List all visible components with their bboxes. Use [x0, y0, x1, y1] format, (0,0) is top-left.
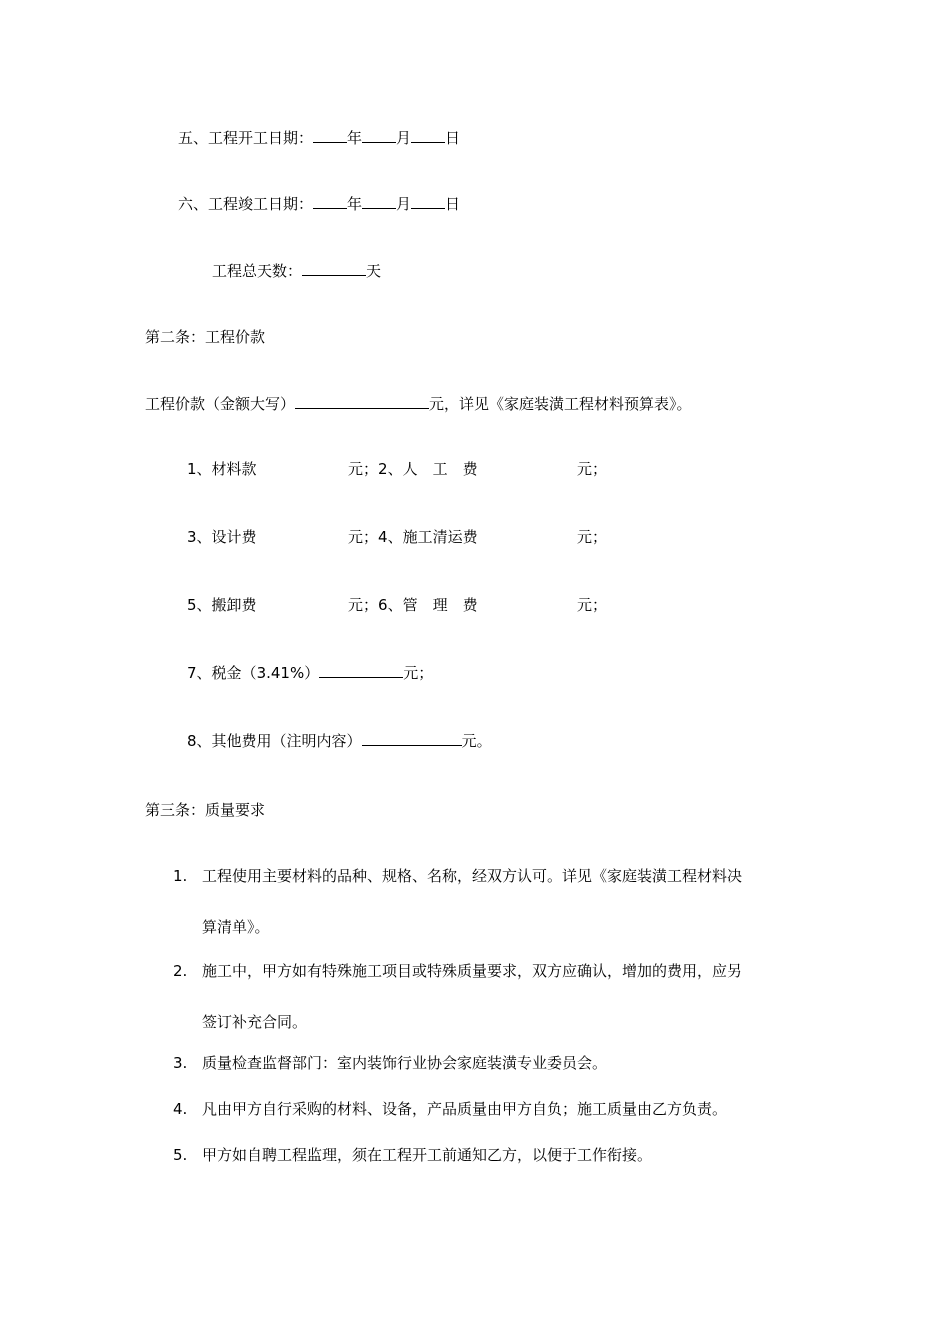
start-date-line — [178, 128, 460, 148]
fee-label: 、设计费 — [196, 528, 257, 546]
fee-unit-6: 元； — [577, 596, 608, 614]
other-label: 、其他费用（注明内容） — [196, 732, 362, 750]
end-date-label: 六、工程竣工日期： — [178, 195, 314, 213]
list-item-continuation: 算清单》。 — [202, 918, 270, 936]
other-num: 8 — [187, 732, 197, 750]
fee-num: 6 — [378, 596, 388, 614]
list-item: 施工中，甲方如有特殊施工项目或特殊质量要求，双方应确认，增加的费用，应另 — [202, 962, 743, 980]
year-text: 年 — [347, 129, 363, 147]
fee-label: 、搬卸费 — [196, 596, 257, 614]
tax-close: ） — [304, 664, 320, 682]
list-item-number: 5. — [173, 1146, 188, 1164]
other-unit: 元。 — [461, 732, 492, 750]
list-item-number: 2. — [173, 962, 188, 980]
list-item-continuation: 签订补充合同。 — [202, 1013, 308, 1031]
month-text: 月 — [396, 195, 412, 213]
fee-unit: 元； — [348, 460, 379, 478]
start-day-blank[interactable] — [411, 128, 445, 143]
days-unit: 天 — [366, 262, 382, 280]
fee-unit-5 — [348, 595, 478, 615]
fee-item-3 — [187, 527, 257, 547]
other-fee-line — [187, 731, 492, 751]
day-text: 日 — [445, 195, 461, 213]
tax-unit: 元； — [403, 664, 434, 682]
total-days-line — [212, 261, 381, 281]
list-item: 质量检查监督部门：室内装饰行业协会家庭装潢专业委员会。 — [202, 1054, 608, 1072]
fee-num: 1 — [187, 460, 197, 478]
end-day-blank[interactable] — [411, 194, 445, 209]
tax-num: 7 — [187, 664, 197, 682]
list-item: 工程使用主要材料的品种、规格、名称，经双方认可。详见《家庭装潢工程材料决 — [202, 867, 743, 885]
month-text: 月 — [396, 129, 412, 147]
start-year-blank[interactable] — [313, 128, 347, 143]
fee-num: 4 — [378, 528, 388, 546]
article2-heading: 第二条：工程价款 — [145, 328, 266, 346]
price-suffix: 元，详见《家庭装潢工程材料预算表》。 — [429, 395, 692, 413]
list-item: 凡由甲方自行采购的材料、设备，产品质量由甲方自负；施工质量由乙方负责。 — [202, 1100, 728, 1118]
fee-num: 5 — [187, 596, 197, 614]
start-month-blank[interactable] — [362, 128, 396, 143]
tax-blank[interactable] — [319, 663, 403, 678]
fee-num: 3 — [187, 528, 197, 546]
fee-unit-4: 元； — [577, 528, 608, 546]
end-month-blank[interactable] — [362, 194, 396, 209]
list-item-number: 1. — [173, 867, 188, 885]
fee-num: 2 — [378, 460, 388, 478]
price-line — [145, 394, 692, 414]
fee-item-5 — [187, 595, 257, 615]
year-text: 年 — [347, 195, 363, 213]
start-date-label: 五、工程开工日期： — [178, 129, 314, 147]
fee-label: 、施工清运费 — [387, 528, 478, 546]
tax-line — [187, 663, 433, 683]
tax-label: 、税金（ — [196, 664, 257, 682]
fee-item-1 — [187, 459, 257, 479]
end-year-blank[interactable] — [313, 194, 347, 209]
fee-label: 、人 工 费 — [387, 460, 478, 478]
fee-unit: 元； — [348, 528, 379, 546]
article3-heading: 第三条：质量要求 — [145, 801, 266, 819]
fee-unit-1 — [348, 459, 478, 479]
end-date-line — [178, 194, 460, 214]
day-text: 日 — [445, 129, 461, 147]
list-item-number: 4. — [173, 1100, 188, 1118]
price-prefix: 工程价款（金额大写） — [145, 395, 296, 413]
fee-unit: 元； — [348, 596, 379, 614]
fee-label: 、材料款 — [196, 460, 257, 478]
other-fee-blank[interactable] — [362, 731, 462, 746]
price-amount-blank[interactable] — [295, 394, 429, 409]
list-item: 甲方如自聘工程监理，须在工程开工前通知乙方，以便于工作衔接。 — [202, 1146, 653, 1164]
fee-label: 、管 理 费 — [387, 596, 478, 614]
tax-rate: 3.41% — [256, 664, 305, 682]
fee-unit-3 — [348, 527, 478, 547]
list-item-number: 3. — [173, 1054, 188, 1072]
total-days-blank[interactable] — [302, 261, 366, 276]
fee-unit-2: 元； — [577, 460, 608, 478]
total-days-label: 工程总天数： — [212, 262, 303, 280]
